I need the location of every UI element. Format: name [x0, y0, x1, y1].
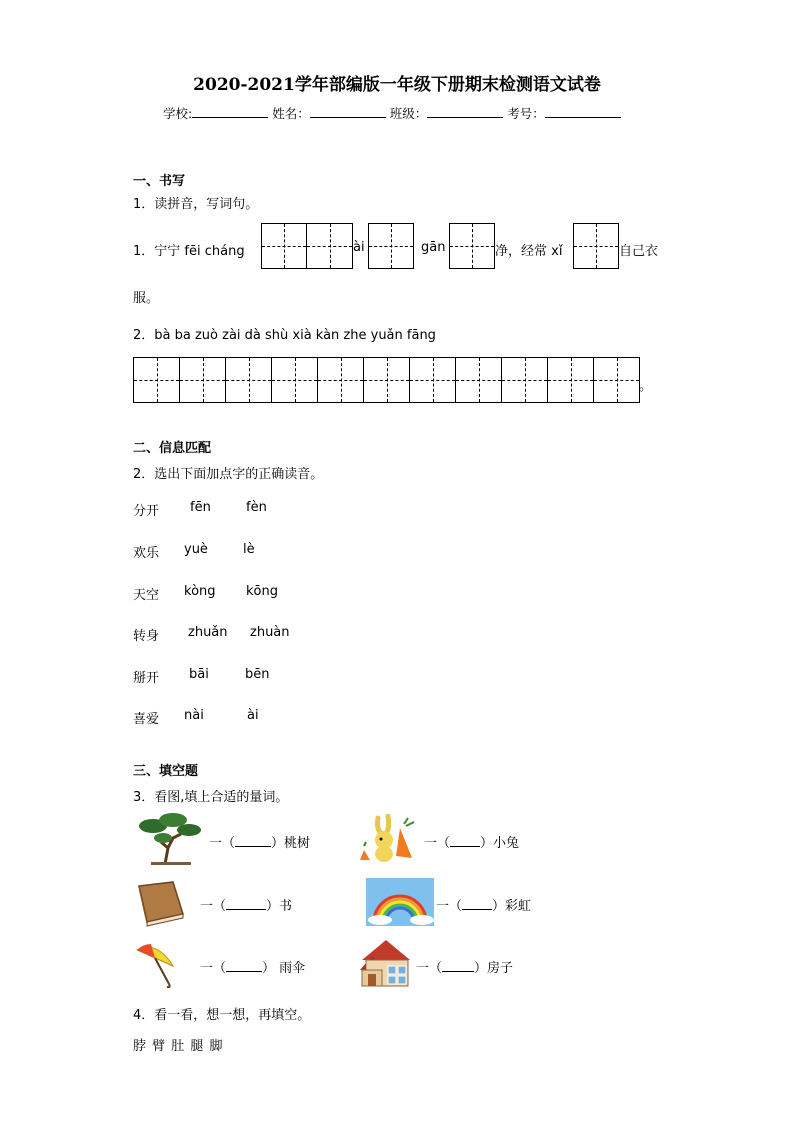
q2-option-b[interactable]: zhuàn — [250, 625, 290, 640]
school-label: 学校: — [163, 106, 193, 121]
student-info-line — [163, 104, 621, 122]
q2-option-a[interactable]: bāi — [189, 667, 209, 682]
q1-tail-text: 自己衣 — [619, 244, 659, 259]
q2-word: 喜爱 — [133, 712, 160, 727]
answer-blank[interactable] — [226, 961, 262, 972]
q3-item-text: 一（ ）小兔 — [424, 836, 520, 851]
writing-box[interactable] — [306, 223, 353, 269]
rabbit-icon — [358, 814, 424, 864]
q1-jing-text: 净，经常 xǐ — [495, 244, 563, 259]
writing-box[interactable] — [363, 357, 410, 403]
writing-box[interactable] — [547, 357, 594, 403]
answer-blank[interactable] — [442, 961, 474, 972]
q2-stem: 2．选出下面加点字的正确读音。 — [133, 467, 324, 482]
name-blank[interactable] — [310, 105, 386, 118]
q2-word: 天空 — [133, 588, 160, 603]
q1-line2-pinyin: 2．bà ba zuò zài dà shù xià kàn zhe yuǎn fāng — [133, 328, 436, 343]
school-blank[interactable] — [192, 105, 268, 118]
q3-item-text: 一（ ） 雨伞 — [200, 961, 306, 976]
q3-item-text: 一（ ）书 — [200, 899, 293, 914]
q2-option-a[interactable]: zhuǎn — [188, 625, 228, 640]
q2-option-b[interactable]: ài — [247, 708, 259, 723]
writing-box[interactable] — [368, 223, 414, 269]
writing-box[interactable] — [501, 357, 548, 403]
answer-blank[interactable] — [450, 836, 480, 847]
writing-box[interactable] — [261, 223, 307, 269]
q2-option-a[interactable]: yuè — [184, 542, 208, 557]
book-icon — [133, 878, 187, 928]
writing-box[interactable] — [455, 357, 502, 403]
q2-word: 欢乐 — [133, 546, 160, 561]
q1-gan-pinyin: gān — [421, 240, 446, 255]
writing-box[interactable] — [449, 223, 495, 269]
q2-word: 分开 — [133, 504, 160, 519]
tree-icon — [133, 812, 209, 866]
writing-box[interactable] — [573, 223, 619, 269]
q2-option-a[interactable]: fēn — [190, 500, 211, 515]
writing-box[interactable] — [593, 357, 640, 403]
writing-box[interactable] — [225, 357, 272, 403]
q2-word: 掰开 — [133, 671, 160, 686]
q3-item-text: 一（ ）房子 — [416, 961, 514, 976]
q2-option-b[interactable]: bēn — [245, 667, 270, 682]
section-1-heading: 一、书写 — [133, 174, 186, 189]
q2-option-b[interactable]: fèn — [246, 500, 267, 515]
class-label: 班级： — [389, 106, 428, 121]
q1-stem: 1．读拼音，写词句。 — [133, 197, 259, 212]
q1-period: 。 — [639, 379, 653, 394]
q4-stem: 4．看一看，想一想，再填空。 — [133, 1008, 311, 1023]
page-title: 2020-2021学年部编版一年级下册期末检测语文试卷 — [193, 75, 601, 95]
writing-box[interactable] — [409, 357, 456, 403]
number-label: 考号： — [507, 106, 545, 121]
answer-blank[interactable] — [462, 899, 492, 910]
q2-option-a[interactable]: nài — [184, 708, 204, 723]
q3-stem: 3．看图,填上合适的量词。 — [133, 790, 289, 805]
house-icon — [358, 936, 414, 990]
section-3-heading: 三、填空题 — [133, 764, 199, 779]
q2-option-b[interactable]: lè — [243, 542, 255, 557]
answer-blank[interactable] — [235, 836, 271, 847]
number-blank[interactable] — [545, 105, 621, 118]
q2-word: 转身 — [133, 629, 160, 644]
q2-option-a[interactable]: kòng — [184, 584, 216, 599]
writing-box[interactable] — [179, 357, 226, 403]
rainbow-icon — [366, 878, 434, 926]
section-2-heading: 二、信息匹配 — [133, 441, 212, 456]
q3-item-text: 一（ ）桃树 — [209, 836, 311, 851]
name-label: 姓名： — [272, 106, 310, 121]
q4-chars: 脖 臂 肚 腿 脚 — [133, 1039, 224, 1054]
umbrella-icon — [133, 940, 177, 988]
class-blank[interactable] — [427, 105, 503, 118]
writing-box[interactable] — [317, 357, 364, 403]
answer-blank[interactable] — [226, 899, 266, 910]
q1-line1-lead: 1．宁宁 fēi cháng — [133, 244, 245, 259]
q3-item-text: 一（ ）彩虹 — [436, 899, 532, 914]
writing-box[interactable] — [133, 357, 180, 403]
q2-option-b[interactable]: kōng — [246, 584, 278, 599]
writing-box[interactable] — [271, 357, 318, 403]
q1-ai-pinyin: ài — [353, 240, 365, 255]
q1-wrap-text: 服。 — [133, 291, 160, 306]
